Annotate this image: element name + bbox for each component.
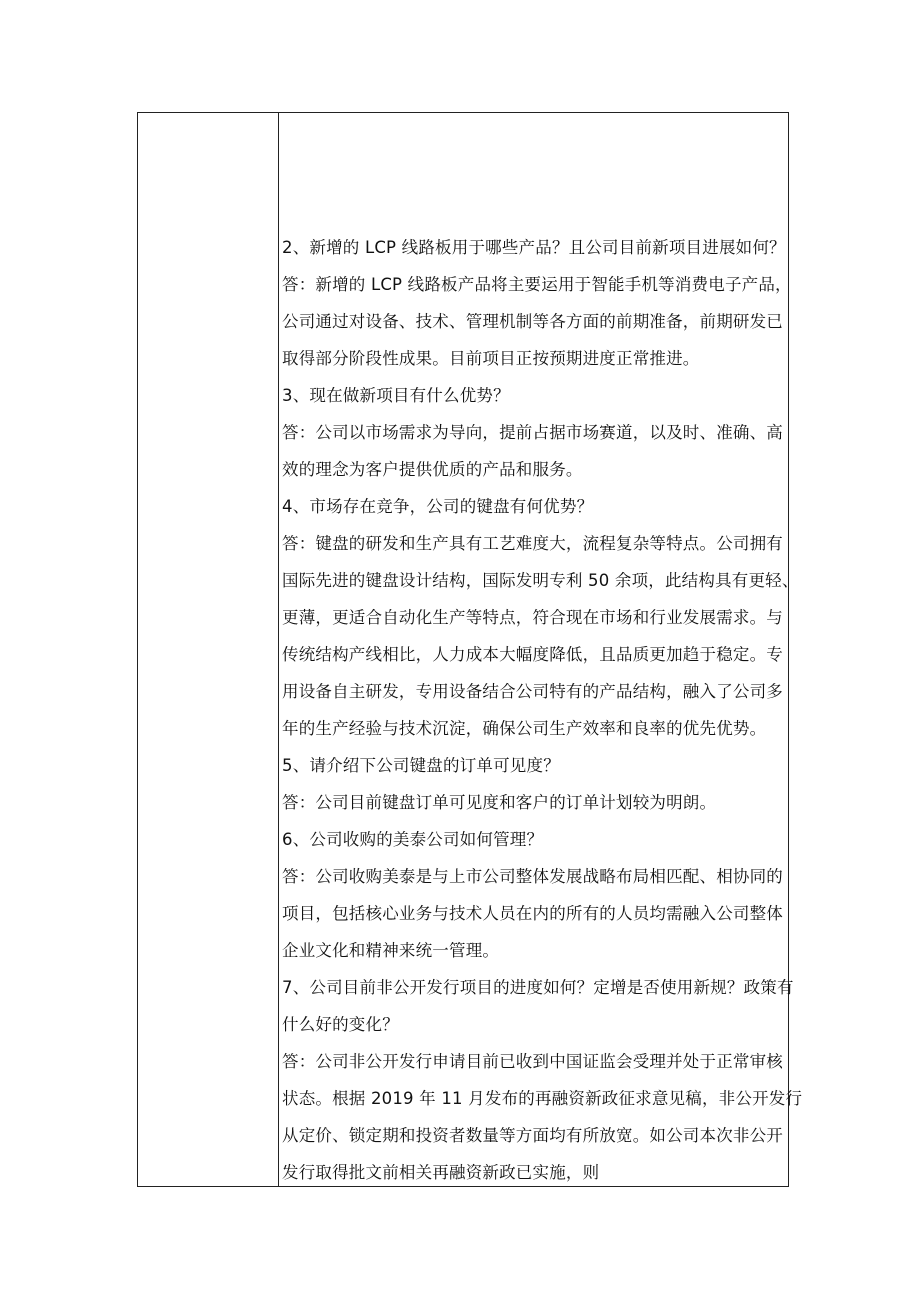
answer-4-line-4: 传统结构产线相比，人力成本大幅度降低，且品质更加趋于稳定。专 [282,645,783,664]
question-7-line-2: 什么好的变化？ [282,1015,399,1034]
qa-content [282,229,803,1191]
answer-6-line-2: 项目，包括核心业务与技术人员在内的所有的人员均需融入公司整体 [282,904,783,923]
question-6: 6、公司收购的美泰公司如何管理？ [282,830,544,849]
table-right-cell [279,113,803,1186]
answer-3-line-1: 答：公司以市场需求为导向，提前占据市场赛道，以及时、准确、高 [282,423,783,442]
question-5: 5、请介绍下公司键盘的订单可见度？ [282,756,560,775]
answer-4-line-3: 更薄，更适合自动化生产等特点，符合现在市场和行业发展需求。与 [282,608,783,627]
answer-7-line-3: 从定价、锁定期和投资者数量等方面均有所放宽。如公司本次非公开 [282,1126,783,1145]
answer-6-line-3: 企业文化和精神来统一管理。 [282,941,500,960]
answer-7-line-2: 状态。根据 2019 年 11 月发布的再融资新政征求意见稿，非公开发行 [282,1089,803,1108]
answer-7-line-1: 答：公司非公开发行申请目前已收到中国证监会受理并处于正常审核 [282,1052,783,1071]
answer-3-line-2: 效的理念为客户提供优质的产品和服务。 [282,460,583,479]
answer-5-line-1: 答：公司目前键盘订单可见度和客户的订单计划较为明朗。 [282,793,717,812]
answer-7-line-4: 发行取得批文前相关再融资新政已实施，则 [282,1163,600,1182]
question-4: 4、市场存在竞争，公司的键盘有何优势？ [282,497,594,516]
answer-2-line-3: 取得部分阶段性成果。目前项目正按预期进度正常推进。 [282,349,700,368]
answer-4-line-6: 年的生产经验与技术沉淀，确保公司生产效率和良率的优先优势。 [282,719,767,738]
answer-6-line-1: 答：公司收购美泰是与上市公司整体发展战略布局相匹配、相协同的 [282,867,783,886]
answer-4-line-5: 用设备自主研发，专用设备结合公司特有的产品结构，融入了公司多 [282,682,783,701]
answer-4-line-2: 国际先进的键盘设计结构，国际发明专利 50 余项，此结构具有更轻、 [282,571,799,590]
qa-table [137,112,803,1187]
answer-2-line-1: 答：新增的 LCP 线路板产品将主要运用于智能手机等消费电子产品， [282,275,792,294]
table-left-cell [138,113,279,1186]
question-2: 2、新增的 LCP 线路板用于哪些产品？且公司目前新项目进展如何？ [282,238,786,257]
answer-2-line-2: 公司通过对设备、技术、管理机制等各方面的前期准备，前期研发已 [282,312,783,331]
question-3: 3、现在做新项目有什么优势？ [282,386,510,405]
question-7-line-1: 7、公司目前非公开发行项目的进度如何？定增是否使用新规？政策有 [282,978,794,997]
answer-4-line-1: 答：键盘的研发和生产具有工艺难度大，流程复杂等特点。公司拥有 [282,534,783,553]
